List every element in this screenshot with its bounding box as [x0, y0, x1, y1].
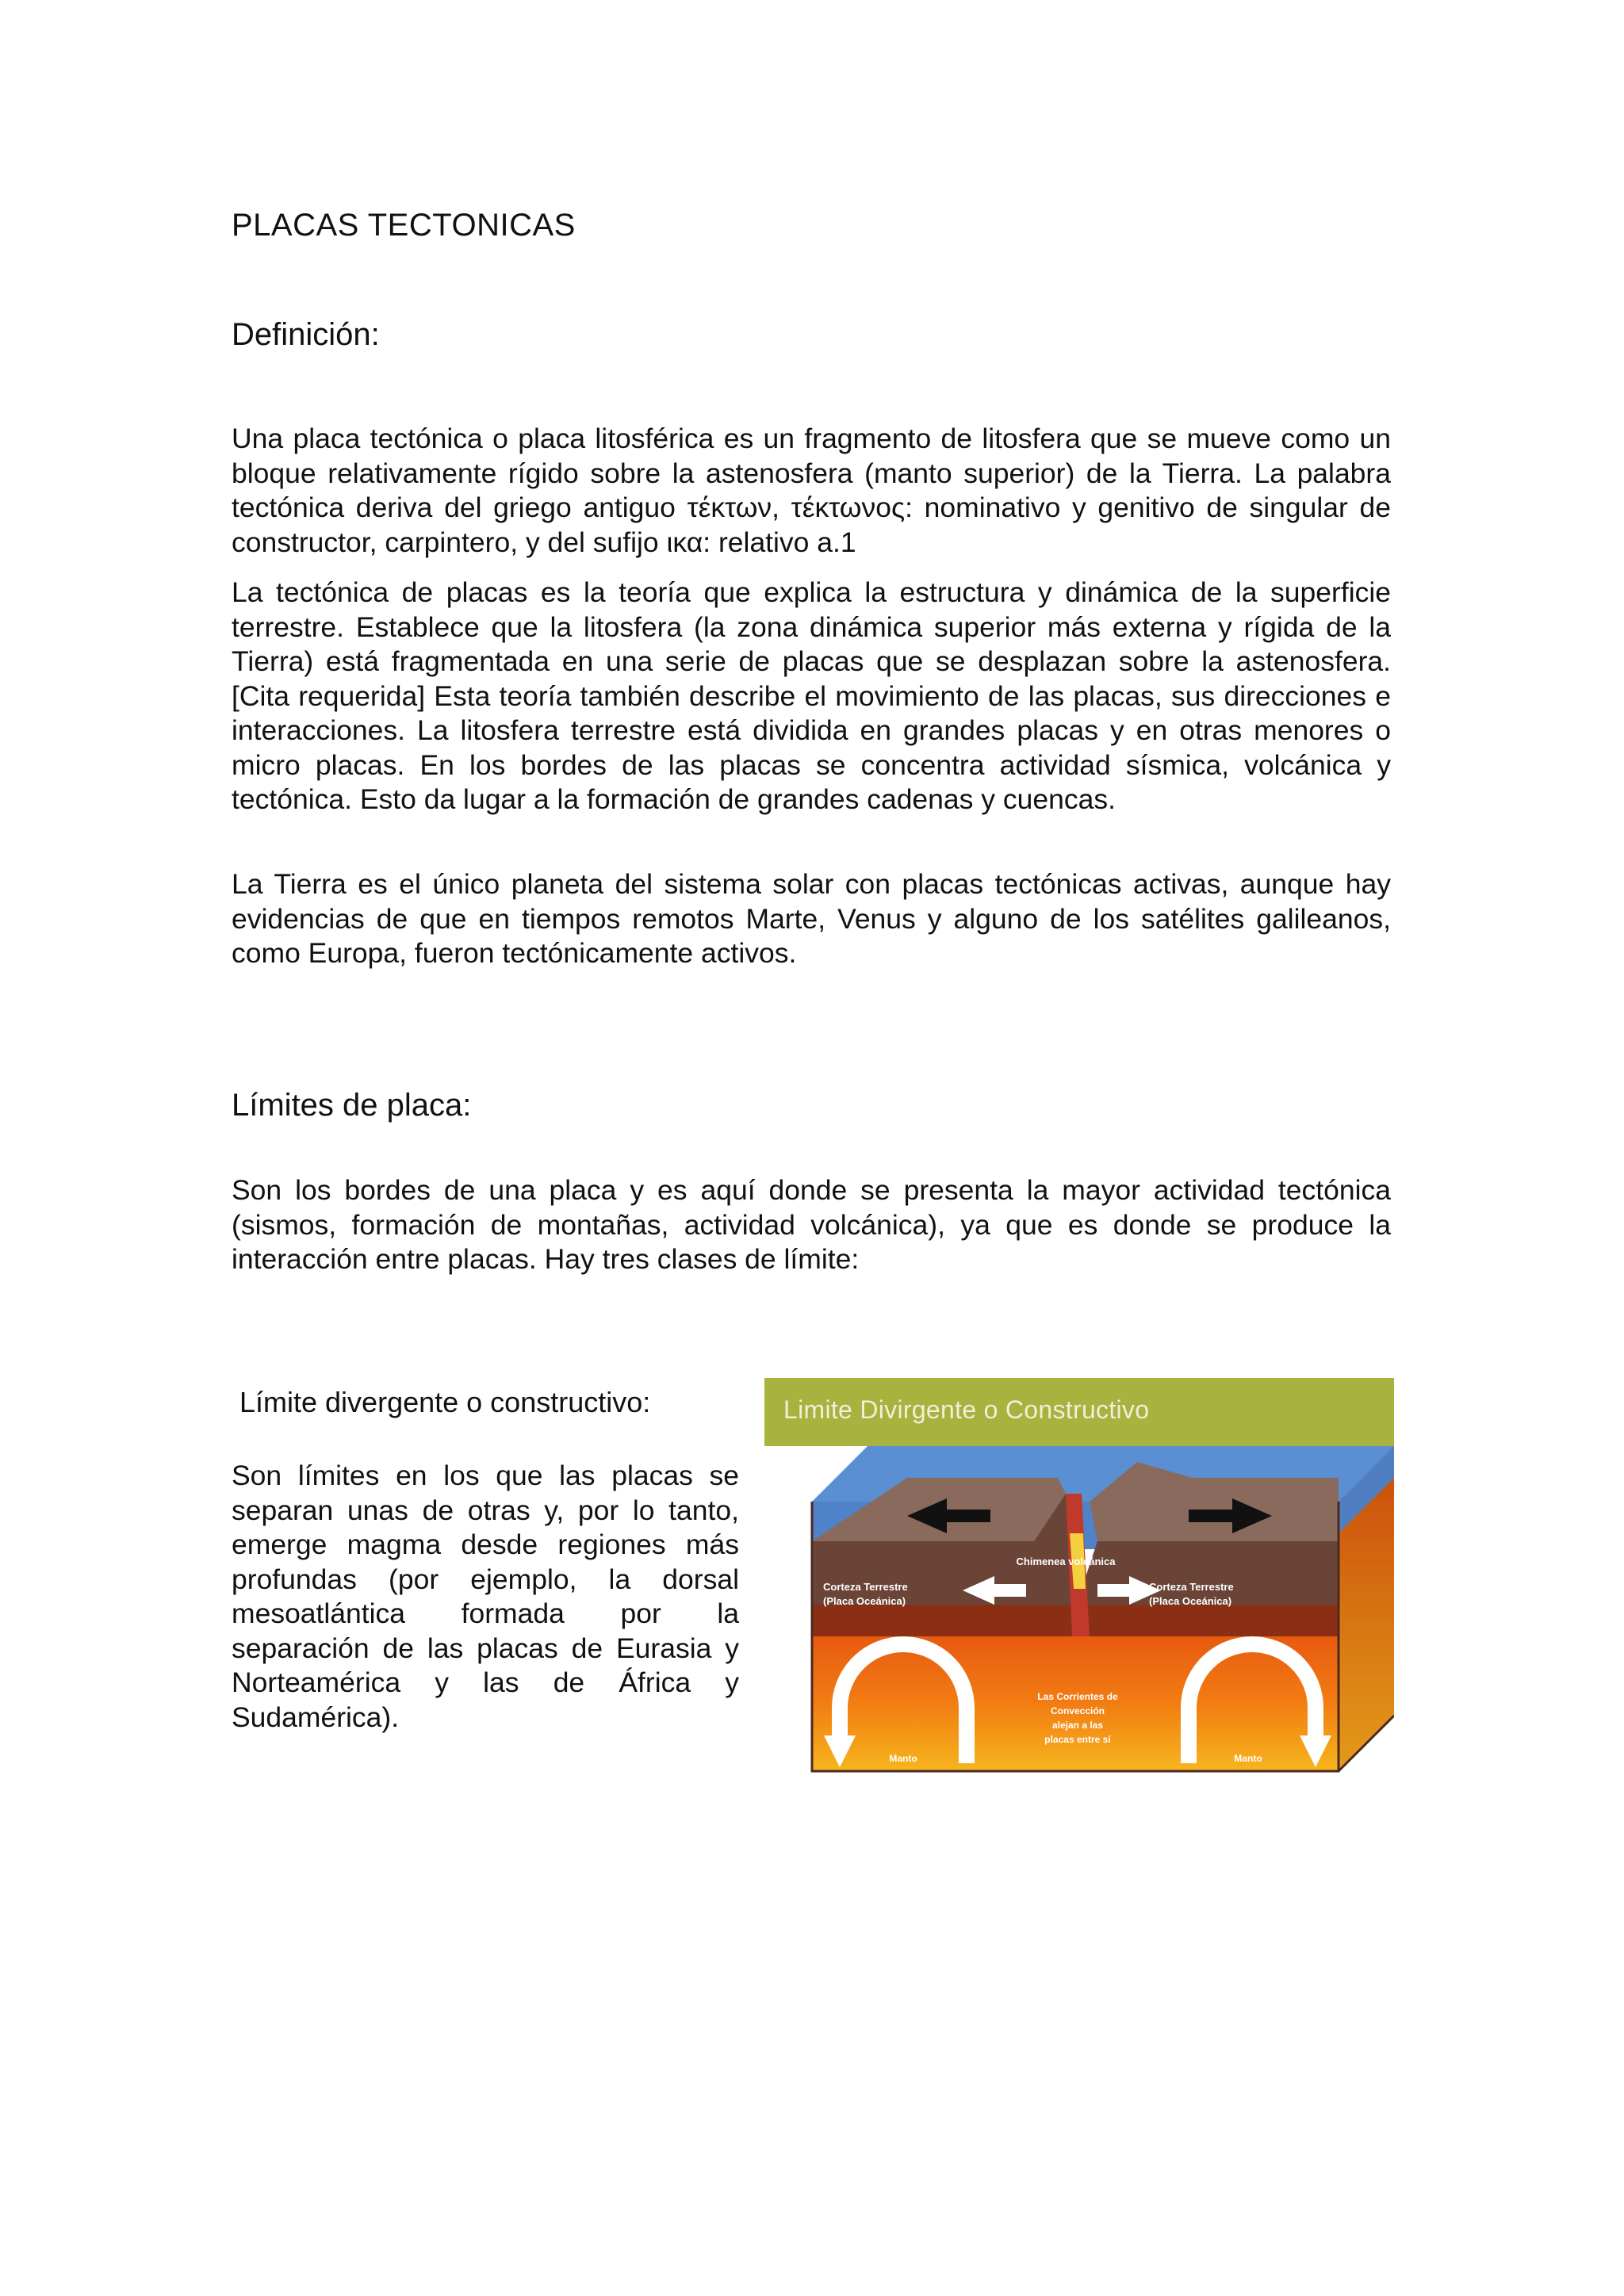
divergent-paragraph: Son límites en los que las placas se separan unas de otras y, por lo tanto, emerge magma desde regiones más profundas (por ejemplo, la dorsal mesoatlántica formada por la separación de las placas de Eurasia y Norteamérica y las de África y Sudamérica).: [232, 1460, 739, 1733]
figure-banner-title: Limite Divirgente o Constructivo: [783, 1395, 1150, 1424]
label-crust-left-2: (Placa Oceánica): [823, 1595, 906, 1607]
definition-heading: Definición:: [232, 317, 380, 352]
label-crust-left-1: Corteza Terrestre: [823, 1581, 908, 1593]
definition-paragraph-1: Una placa tectónica o placa litosférica es un fragmento de litosfera que se mueve como un bloque relativamente rígido sobre la astenosfera (manto superior) de la Tierra. La palabra tectónica deriva del griego antiguo τέκτων, τέκτωνος: nominativo y genitivo de singular de constructor, carpintero, y del sufijo ικα: relativo a.1: [232, 423, 1391, 558]
label-currents-3: alejan a las: [1051, 1720, 1104, 1731]
label-currents-4: placas entre sí: [1044, 1734, 1111, 1745]
label-chimney: Chimenea volcánica: [1016, 1556, 1116, 1567]
definition-paragraph-3: La Tierra es el único planeta del sistema solar con placas tectónicas activas, aunque hay evidencias de que en tiempos remotos Marte, Venus y alguno de los satélites galileanos, como Europa, fueron tectónicamente activos.: [232, 868, 1391, 969]
limits-paragraph: Son los bordes de una placa y es aquí donde se presenta la mayor actividad tectónica (sismos, formación de montañas, actividad volcánica), ya que es donde se produce la interacción entre placas. Hay tres clases de límite:: [232, 1174, 1391, 1275]
label-crust-right-1: Corteza Terrestre: [1149, 1581, 1234, 1593]
label-mantle-right: Manto: [1234, 1753, 1262, 1764]
mantle-front: [812, 1636, 1339, 1771]
label-crust-right-2: (Placa Oceánica): [1149, 1595, 1232, 1607]
label-mantle-left: Manto: [889, 1753, 917, 1764]
divergent-boundary-figure: [764, 1378, 1394, 1806]
divergent-heading: Límite divergente o constructivo:: [239, 1386, 651, 1418]
limits-heading: Límites de placa:: [232, 1088, 472, 1123]
definition-paragraph-2: La tectónica de placas es la teoría que explica la estructura y dinámica de la superficie terrestre. Establece que la litosfera (la zona dinámica superior más externa y rígida de la Tierra) está fragmentada en una serie de placas que se desplazan sobre la astenosfera. [Cita requerida] Esta teoría también describe el movimiento de las placas, sus direcciones e interacciones. La litosfera terrestre está dividida en grandes placas y en otras menores o micro placas. En los bordes de las placas se concentra actividad sísmica, volcánica y tectónica. Esto da lugar a la formación de grandes cadenas y cuencas.: [232, 576, 1391, 815]
label-currents-1: Las Corrientes de: [1037, 1691, 1118, 1702]
label-currents-2: Convección: [1050, 1705, 1105, 1716]
figure-banner: [764, 1378, 1394, 1446]
divergent-boundary-diagram: [764, 1446, 1394, 1806]
document-title: PLACAS TECTONICAS: [232, 208, 576, 243]
